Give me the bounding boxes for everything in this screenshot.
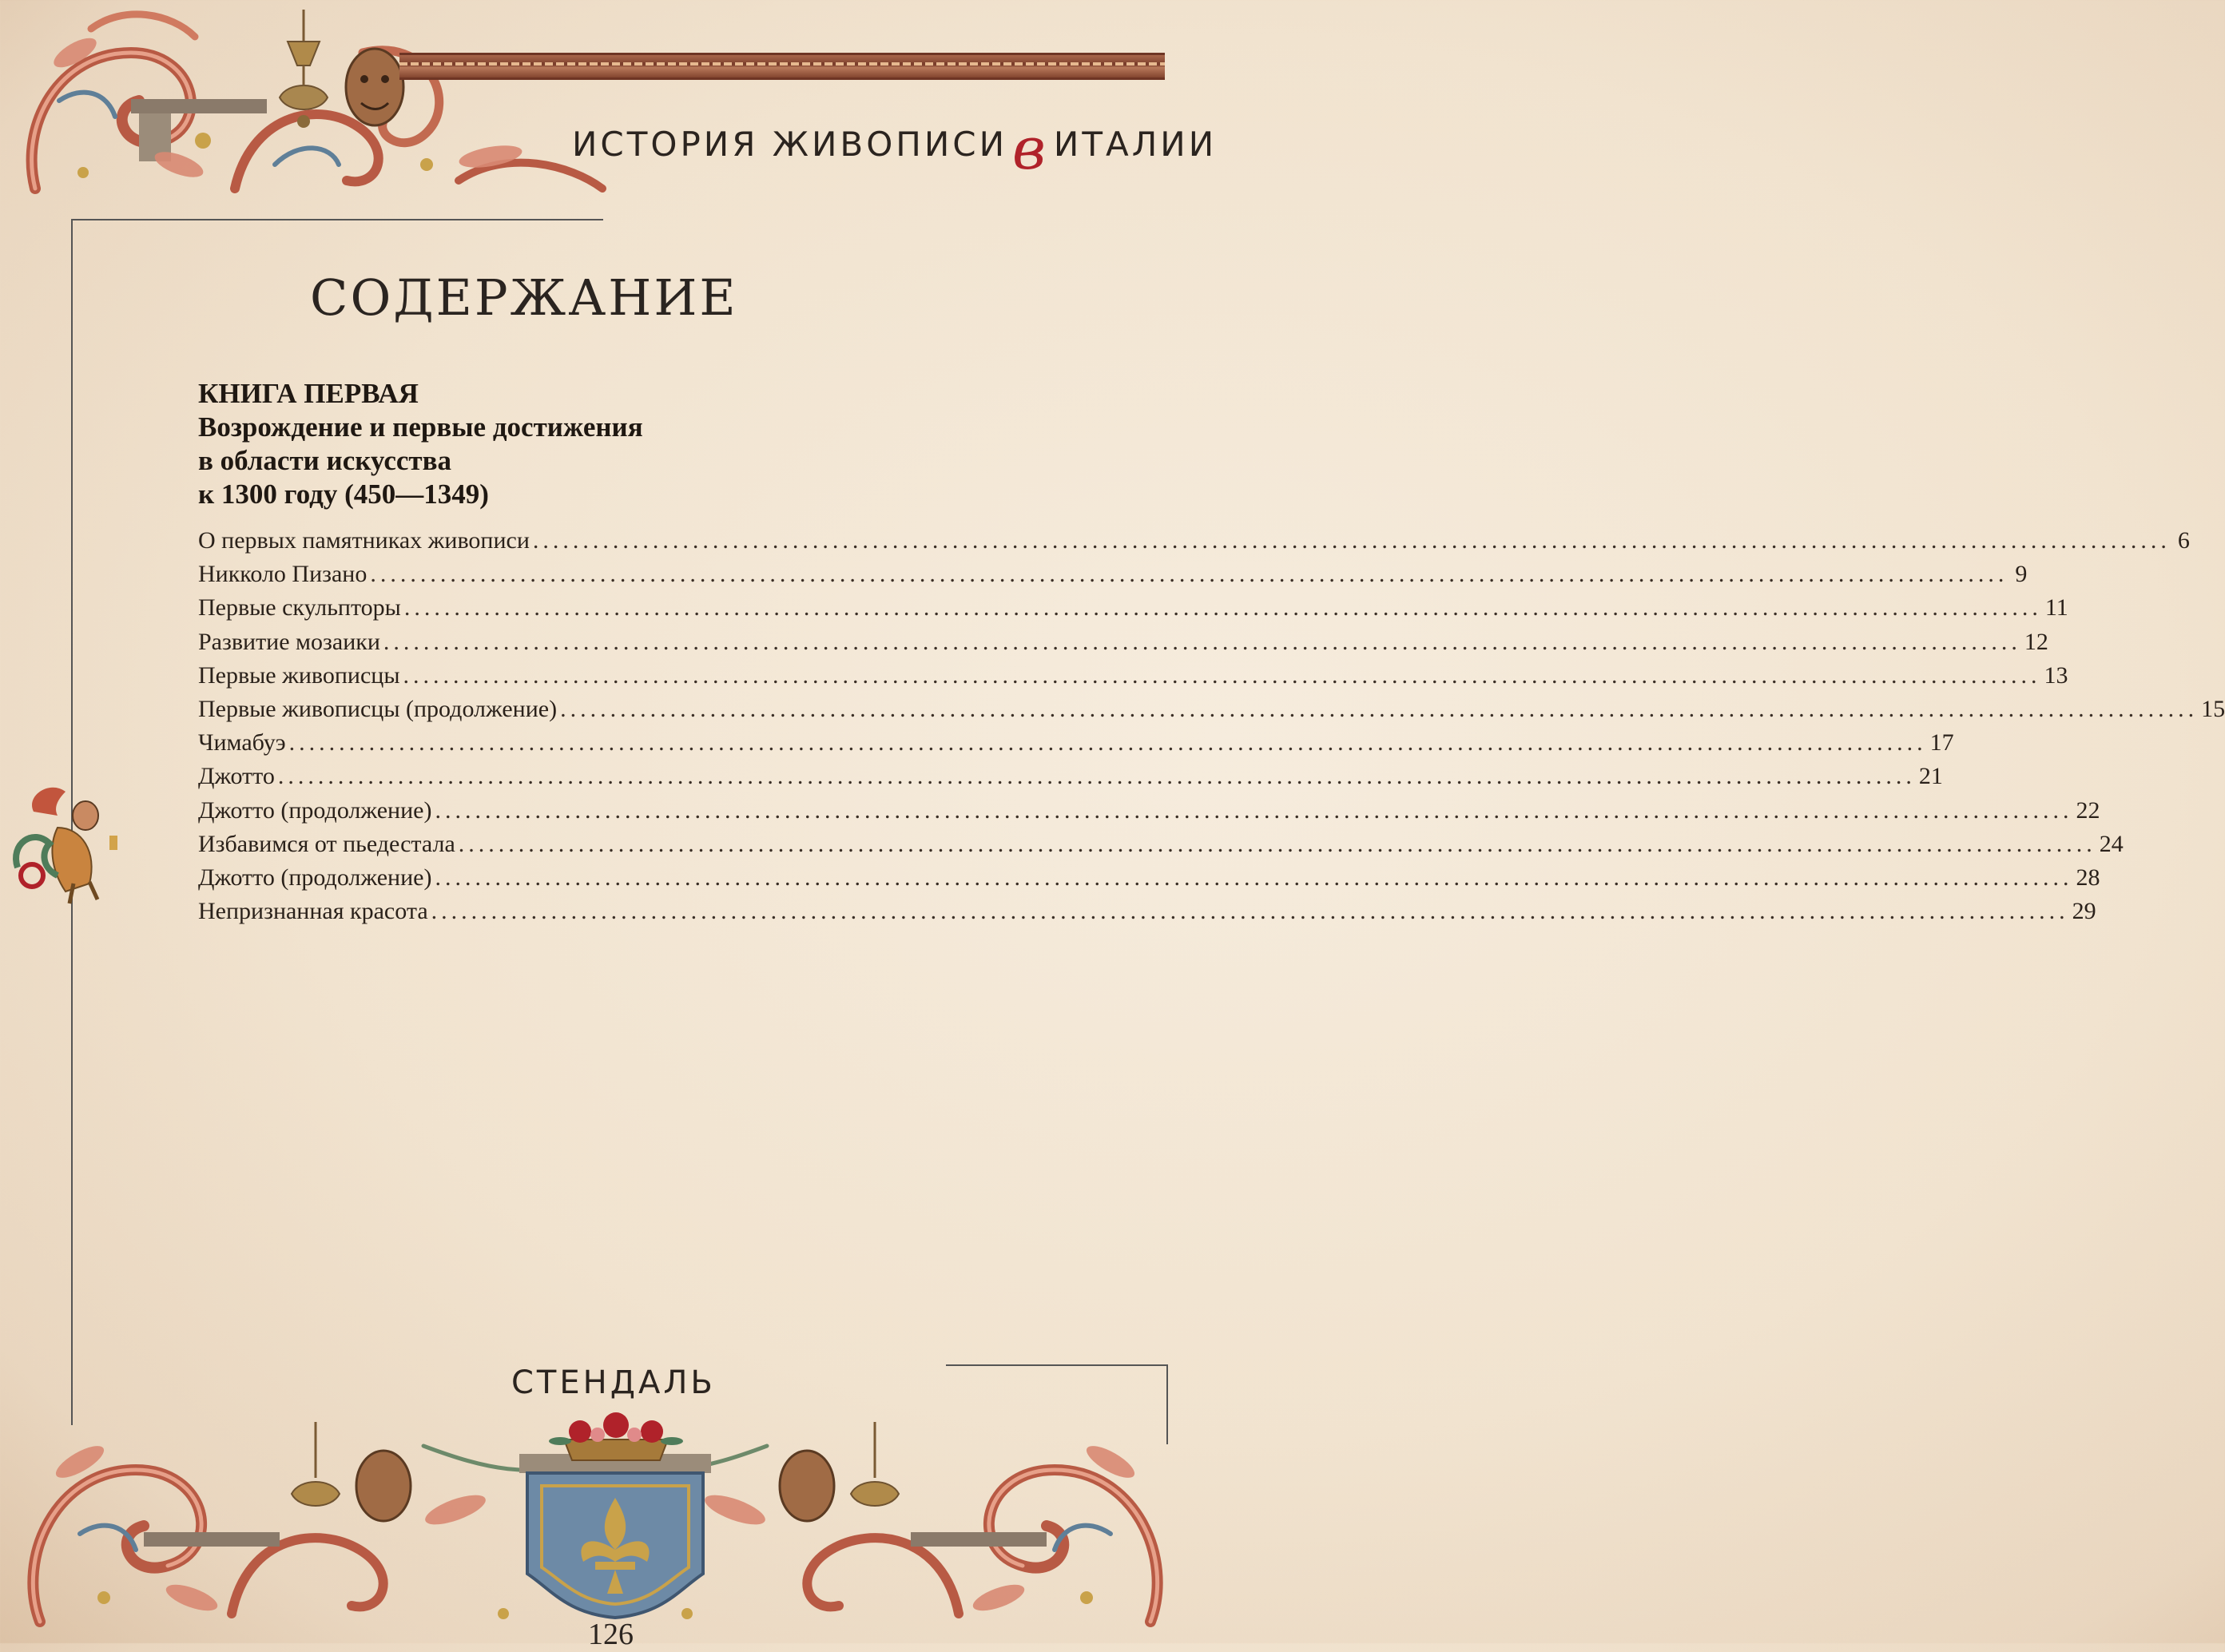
toc-entry[interactable] xyxy=(198,594,2068,628)
toc-entry-page: 22 xyxy=(2076,796,2100,824)
toc-leader-dots xyxy=(560,696,2198,723)
fleur-de-lis-shield-icon xyxy=(519,1454,711,1622)
toc-leader-dots xyxy=(404,594,2042,621)
toc-entry-page: 9 xyxy=(2015,561,2028,588)
toc-entry[interactable] xyxy=(198,763,1943,796)
running-title xyxy=(572,102,1218,182)
toc-entry-label: Первые скульпторы xyxy=(198,594,401,621)
toc-leader-dots xyxy=(431,898,2069,925)
toc-entry[interactable] xyxy=(198,527,2190,561)
running-title-part2: ИТАЛИИ xyxy=(1053,125,1218,164)
toc-entry[interactable] xyxy=(198,695,2225,729)
toc-entry[interactable] xyxy=(198,729,1954,763)
toc-leader-dots xyxy=(383,629,2021,656)
book-heading-line: к 1300 году (450—1349) xyxy=(198,479,489,510)
toc-leader-dots xyxy=(459,831,2096,858)
toc-entry[interactable] xyxy=(198,628,2048,662)
toc-entry-label: Первые живописцы xyxy=(198,661,400,689)
toc-entry-page: 11 xyxy=(2044,594,2068,621)
book-heading xyxy=(198,377,837,511)
flower-basket-icon xyxy=(548,1408,684,1463)
toc-entry-page: 24 xyxy=(2099,830,2124,857)
frame-line-bottom-right-top xyxy=(946,1364,1168,1366)
toc-entry[interactable] xyxy=(198,830,2124,864)
toc-entry[interactable] xyxy=(198,561,2028,594)
toc-entry-label: Непризнанная красота xyxy=(198,898,428,925)
book-heading-line: в области искусства xyxy=(198,445,452,476)
toc-entry-page: 17 xyxy=(1929,729,1954,757)
book-heading-line: КНИГА ПЕРВАЯ xyxy=(198,378,419,409)
page-number: 126 xyxy=(588,1618,634,1651)
toc-leader-dots xyxy=(435,797,2072,824)
toc-entry-page: 29 xyxy=(2072,898,2096,925)
toc-entry-page: 12 xyxy=(2024,628,2048,655)
running-title-part1: ИСТОРИЯ ЖИВОПИСИ xyxy=(572,125,1008,164)
toc-entry[interactable] xyxy=(198,796,2100,831)
toc-leader-dots xyxy=(533,527,2171,554)
toc-leader-dots xyxy=(278,763,1916,790)
header-decorative-bar xyxy=(399,53,1165,80)
toc-entry[interactable] xyxy=(198,661,2068,696)
toc-leader-dots xyxy=(435,864,2072,892)
griffin-icon xyxy=(10,780,121,907)
toc-entry-label: Джотто xyxy=(198,763,275,790)
frame-line-top xyxy=(71,219,603,220)
toc-entry-page: 15 xyxy=(2201,695,2225,722)
toc-entry-label: Чимабуэ xyxy=(198,729,286,757)
lamp-icon xyxy=(272,10,336,137)
book-heading-line: Возрождение и первые достижения xyxy=(198,411,643,443)
toc-leader-dots xyxy=(403,662,2041,689)
toc-leader-dots xyxy=(370,561,2008,588)
toc-entry[interactable] xyxy=(198,864,2100,898)
toc-entry-label: Избавимся от пьедестала xyxy=(198,830,455,857)
running-title-v: в xyxy=(1012,115,1049,182)
toc-entry-page: 6 xyxy=(2177,527,2190,554)
toc-leader-dots xyxy=(289,729,1927,757)
toc-entry-label: Джотто (продолжение) xyxy=(198,864,432,891)
toc-entry-label: Никколо Пизано xyxy=(198,561,368,588)
toc-entry-label: Первые живописцы (продолжение) xyxy=(198,695,558,722)
toc-entry-label: Джотто (продолжение) xyxy=(198,796,432,824)
toc-entry-label: Развитие мозаики xyxy=(198,628,380,655)
toc-entry-page: 13 xyxy=(2044,661,2068,689)
toc-entry-page: 21 xyxy=(1918,763,1943,790)
toc-entry[interactable] xyxy=(198,898,2096,931)
toc-list xyxy=(198,527,2225,931)
author-name: СТЕНДАЛЬ xyxy=(511,1364,716,1401)
toc-entry-page: 28 xyxy=(2076,864,2100,891)
toc-entry-label: О первых памятниках живописи xyxy=(198,527,530,554)
toc-title: СОДЕРЖАНИЕ xyxy=(310,268,738,327)
